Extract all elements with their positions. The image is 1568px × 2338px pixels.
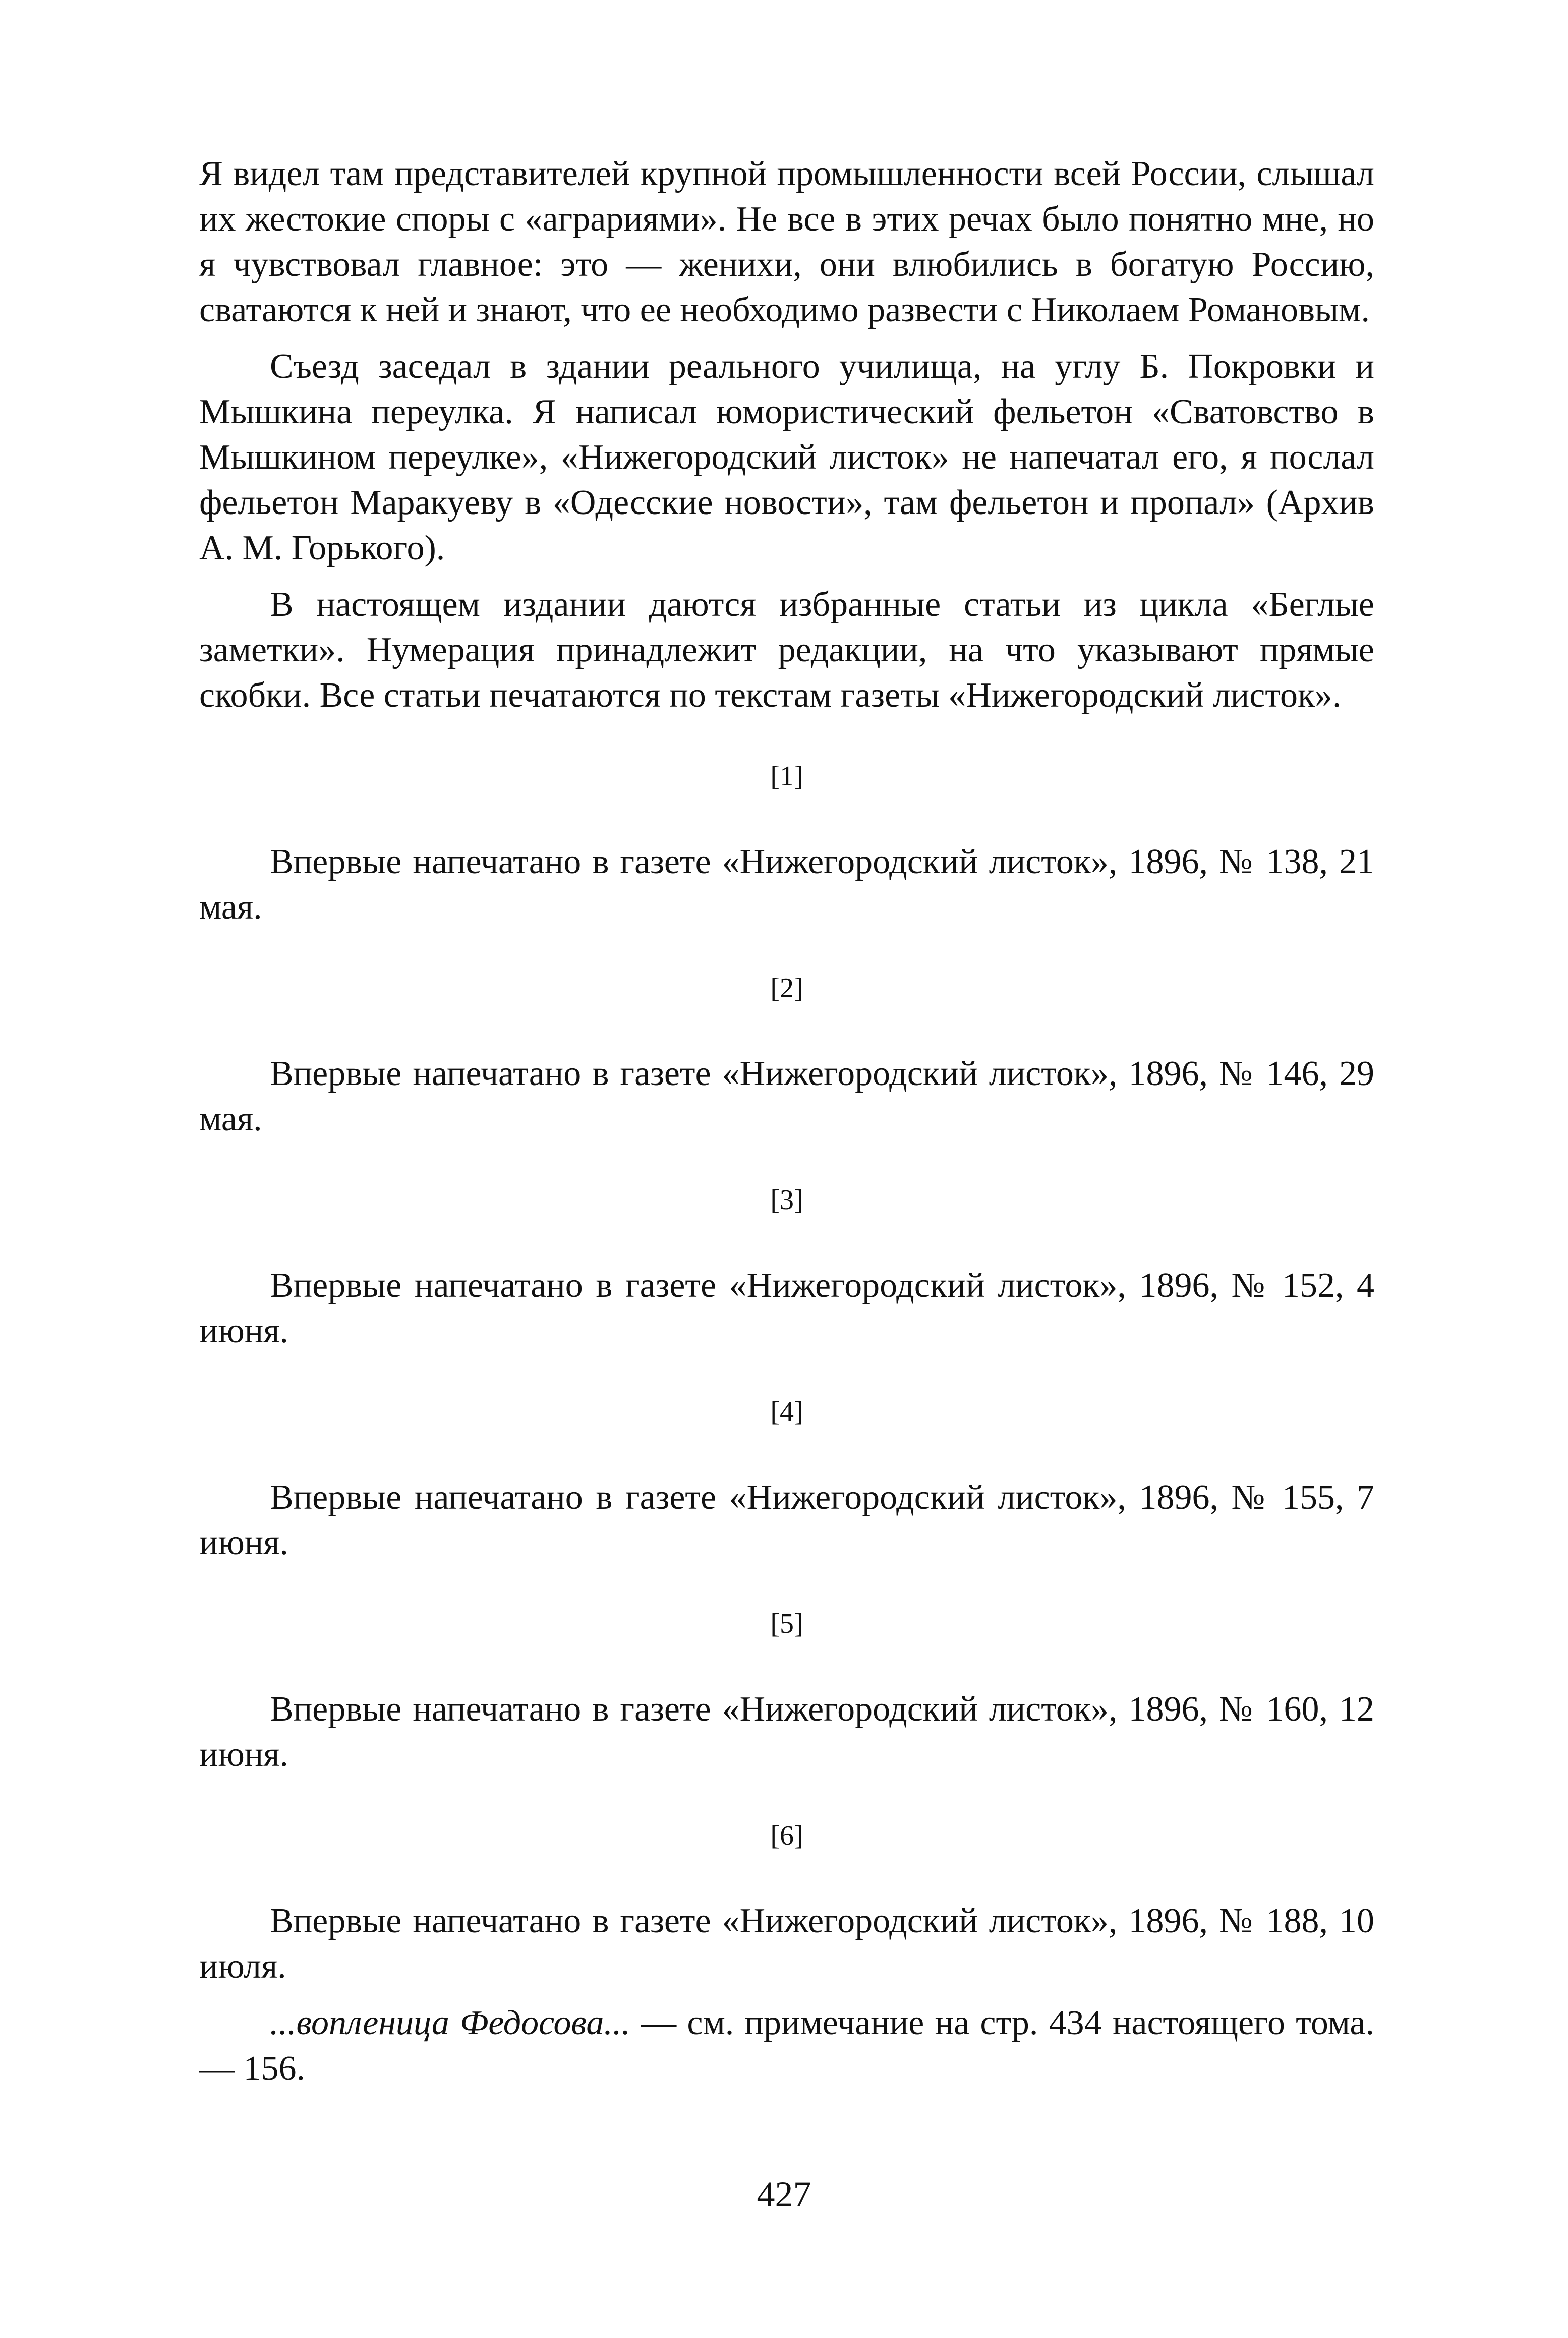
paragraph-congress: Съезд заседал в здании реального училища, на углу Б. Покровки и Мышкина переулка. Я написал юмористический фельетон «Сватовство в Мышкином переулке», «Нижегородский листок» не напечатал его, я послал фельетон Маракуеву в «Одесские новости», там фельетон и пропал» (Архив А. М. Горького).: [199, 347, 1374, 567]
note-text-4: Впервые напечатано в газете «Нижегородский листок», 1896, № 155, 7 июня.: [199, 1478, 1374, 1562]
note-text-2: Впервые напечатано в газете «Нижегородский листок», 1896, № 146, 29 мая.: [199, 1054, 1374, 1138]
note-number-1: [1]: [770, 761, 803, 792]
note-number-4: [4]: [770, 1396, 803, 1428]
note-6-commentary-italic: ...вопленица Федосова...: [270, 2004, 630, 2042]
note-number-5: [5]: [770, 1608, 803, 1639]
note-number-6: [6]: [770, 1820, 803, 1851]
page-number: 427: [757, 2174, 811, 2214]
note-text-6: Впервые напечатано в газете «Нижегородский листок», 1896, № 188, 10 июля.: [199, 1902, 1374, 1986]
note-number-3: [3]: [770, 1184, 803, 1216]
note-text-5: Впервые напечатано в газете «Нижегородский листок», 1896, № 160, 12 июня.: [199, 1690, 1374, 1774]
note-number-2: [2]: [770, 973, 803, 1004]
paragraph-intro: Я видел там представителей крупной промышленности всей России, слышал их жестокие споры с «аграриями». Не все в этих речах было понятно мне, но я чувствовал главное: это — женихи, они влюбились в богатую Россию, сватаются к ней и знают, что ее необходимо развести с Николаем Романовым.: [199, 154, 1374, 329]
paragraph-edition-note: В настоящем издании даются избранные статьи из цикла «Беглые заметки». Нумерация принадлежит редакции, на что указывают прямые скобки. Все статьи печатаются по текстам газеты «Нижегородский листок».: [199, 585, 1374, 715]
note-6-commentary: [199, 2001, 1374, 2091]
note-text-3: Впервые напечатано в газете «Нижегородский листок», 1896, № 152, 4 июня.: [199, 1266, 1374, 1350]
page-content: [199, 151, 1374, 2091]
note-text-1: Впервые напечатано в газете «Нижегородский листок», 1896, № 138, 21 мая.: [199, 842, 1374, 927]
note-6-commentary-rest: — см. примечание на стр. 434 настоящего тома. — 156.: [199, 2004, 1374, 2088]
